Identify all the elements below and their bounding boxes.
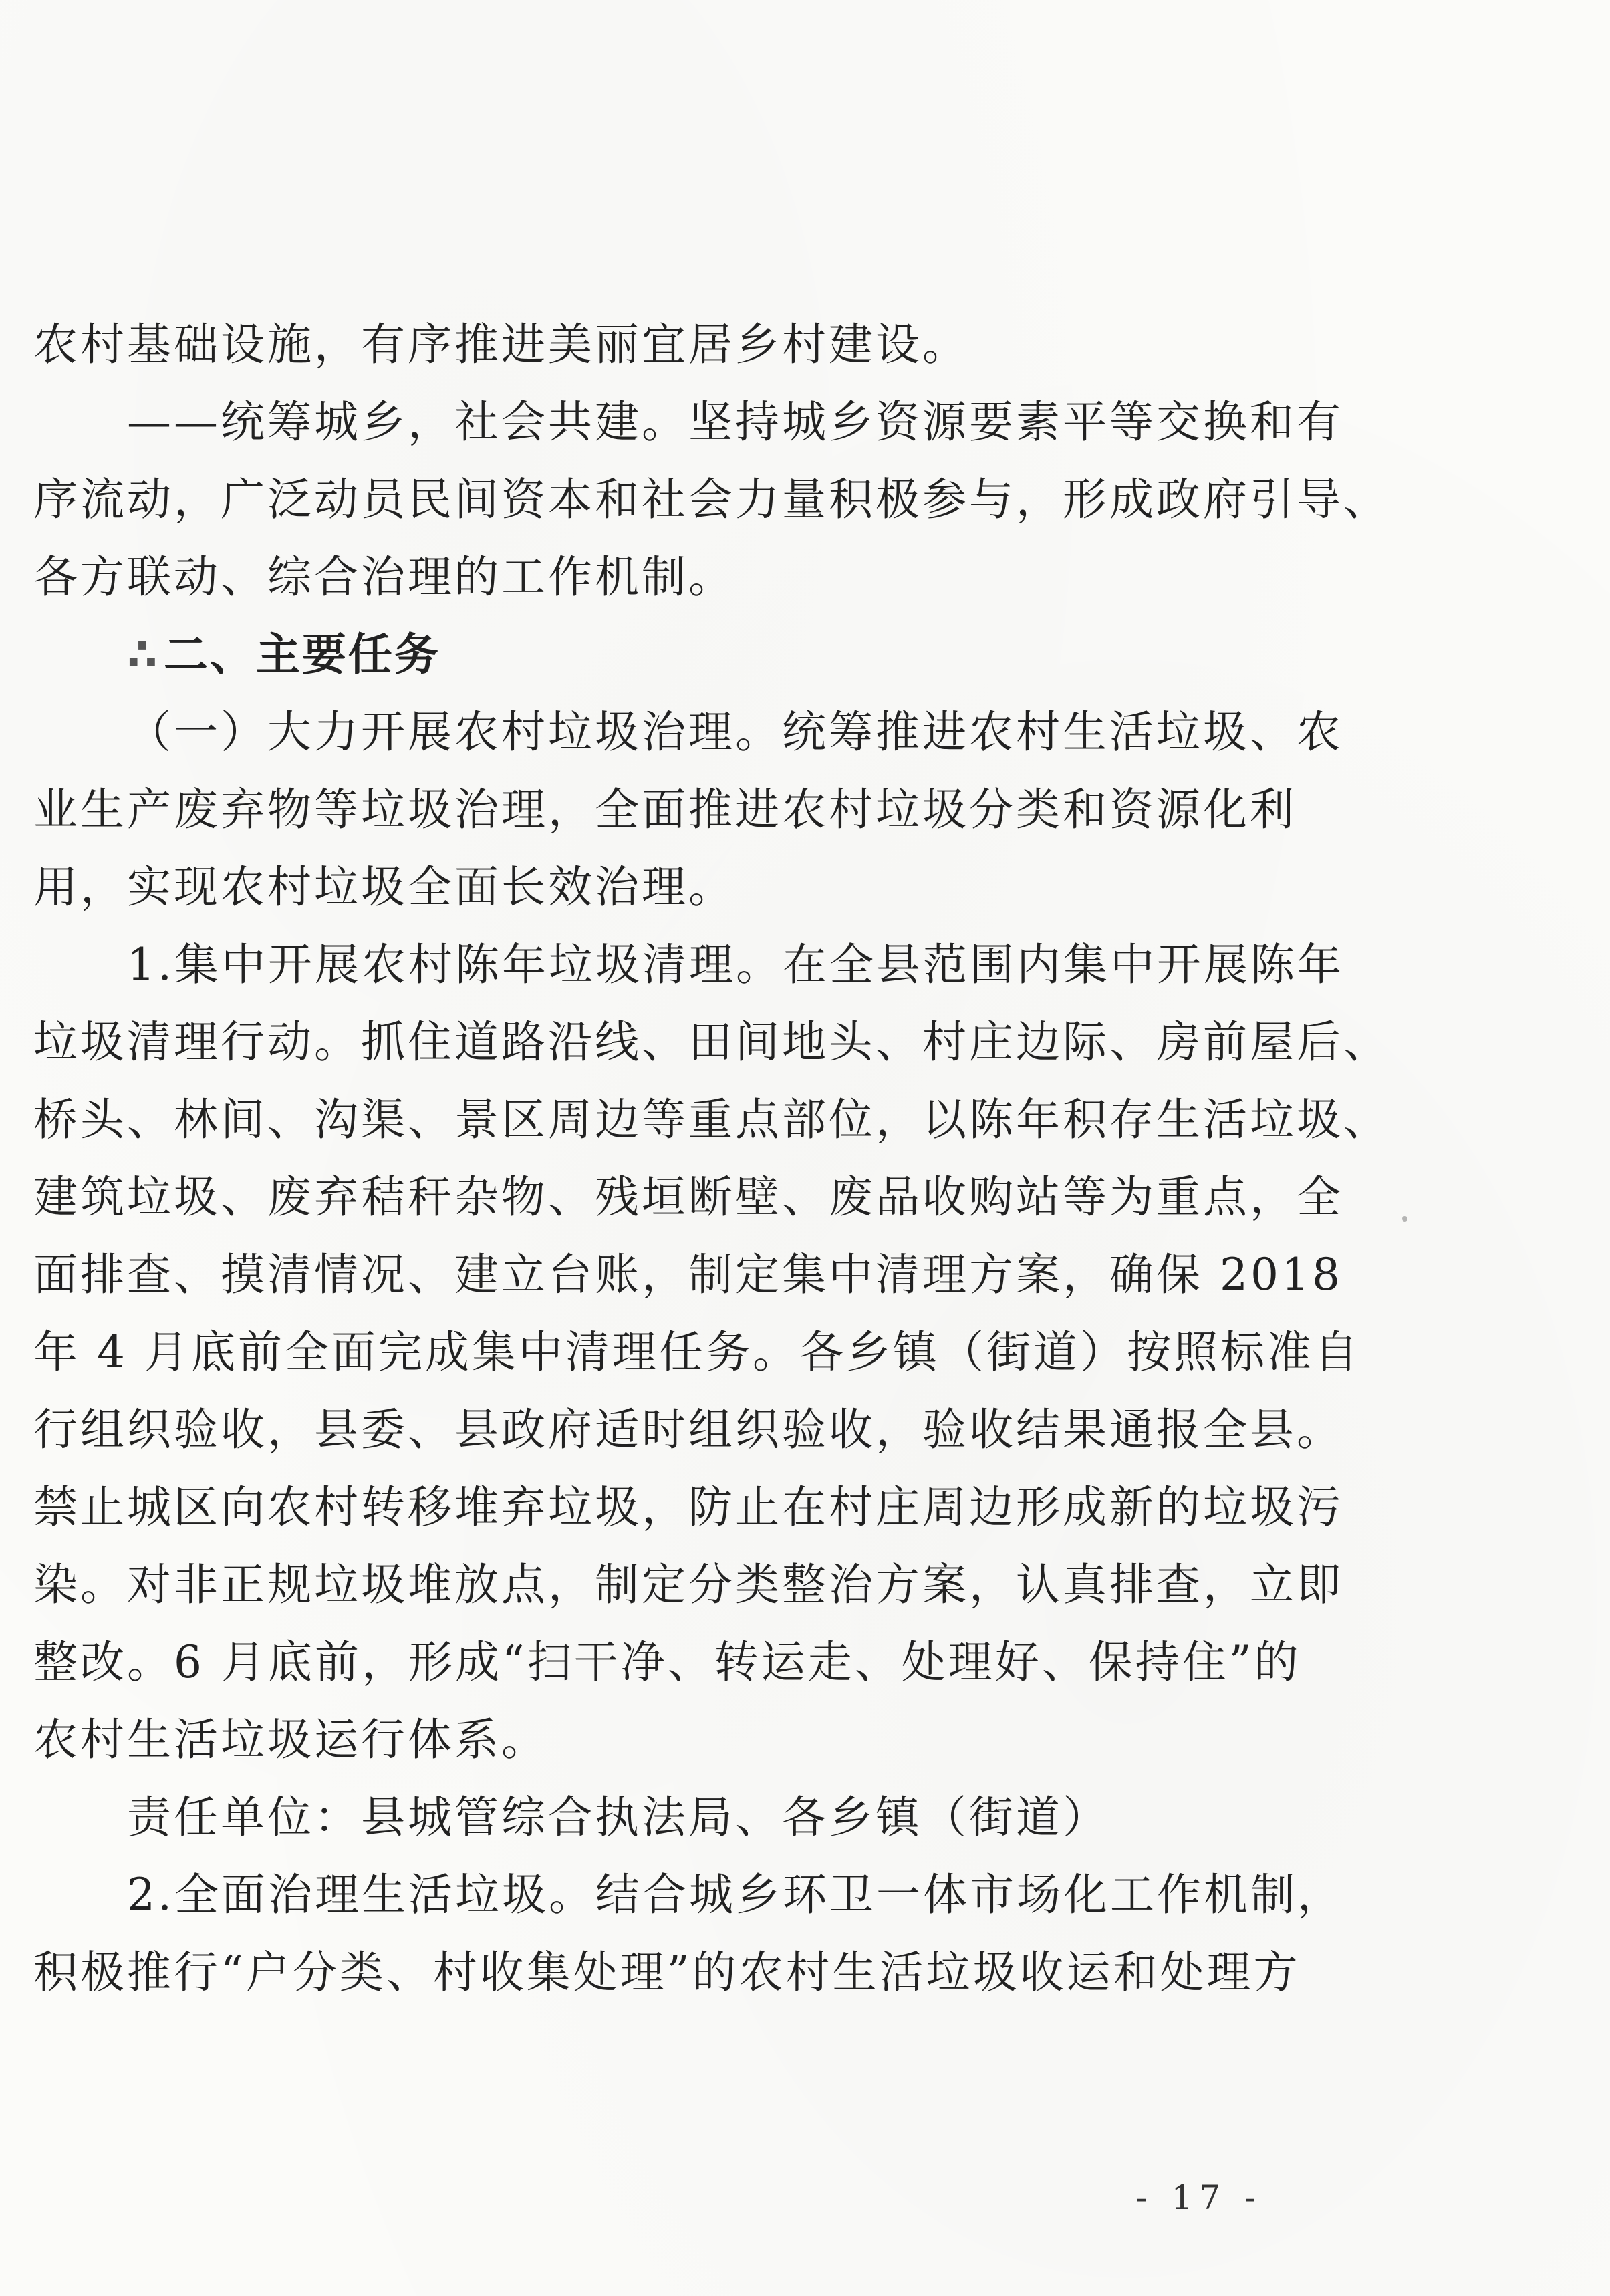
- scan-mark: ∴: [127, 629, 160, 680]
- text-line: 建筑垃圾、废弃秸秆杂物、残垣断壁、废品收购站等为重点，全: [33, 1171, 1343, 1223]
- text-line: 垃圾清理行动。抓住道路沿线、田间地头、村庄边际、房前屋后、: [33, 1016, 1390, 1068]
- text-line: 业生产废弃物等垃圾治理，全面推进农村垃圾分类和资源化利: [33, 784, 1297, 835]
- text-line: 序流动，广泛动员民间资本和社会力量积极参与，形成政府引导、: [33, 474, 1390, 525]
- text-line: 桥头、林间、沟渠、景区周边等重点部位，以陈年积存生活垃圾、: [33, 1094, 1390, 1145]
- text-line: 农村生活垃圾运行体系。: [33, 1714, 548, 1765]
- section-heading: [33, 616, 1256, 694]
- text-line: 面排查、摸清情况、建立台账，制定集中清理方案，确保 2018: [33, 1249, 1343, 1300]
- text-line: 染。对非正规垃圾堆放点，制定分类整治方案，认真排查，立即: [33, 1559, 1343, 1610]
- text-line: 整改。6 月底前，形成“扫干净、转运走、处理好、保持住”的: [33, 1636, 1301, 1688]
- document-body: [33, 306, 1390, 2011]
- text-line: 行组织验收，县委、县政府适时组织验收，验收结果通报全县。: [33, 1404, 1343, 1455]
- text-line: ——统筹城乡，社会共建。坚持城乡资源要素平等交换和有: [127, 396, 1343, 448]
- text-line: 用，实现农村垃圾全面长效治理。: [33, 861, 735, 913]
- section-heading-text: 二、主要任务: [163, 629, 440, 680]
- text-line: 禁止城区向农村转移堆弃垃圾，防止在村庄周边形成新的垃圾污: [33, 1481, 1343, 1533]
- text-line: 1.集中开展农村陈年垃圾清理。在全县范围内集中开展陈年: [127, 939, 1344, 990]
- responsible-unit-line: 责任单位：县城管综合执法局、各乡镇（街道）: [127, 1791, 1109, 1843]
- text-line: 各方联动、综合治理的工作机制。: [33, 551, 735, 603]
- page-number: - 17 -: [1135, 2178, 1262, 2217]
- text-line: 2.全面治理生活垃圾。结合城乡环卫一体市场化工作机制，: [127, 1869, 1344, 1920]
- text-line: （一）大力开展农村垃圾治理。统筹推进农村生活垃圾、农: [127, 706, 1343, 758]
- text-line: 农村基础设施，有序推进美丽宜居乡村建设。: [33, 319, 969, 370]
- text-line: 积极推行“户分类、村收集处理”的农村生活垃圾收运和处理方: [33, 1947, 1301, 1998]
- text-line: 年 4 月底前全面完成集中清理任务。各乡镇（街道）按照标准自: [33, 1326, 1361, 1378]
- scan-speck: [1402, 1216, 1407, 1222]
